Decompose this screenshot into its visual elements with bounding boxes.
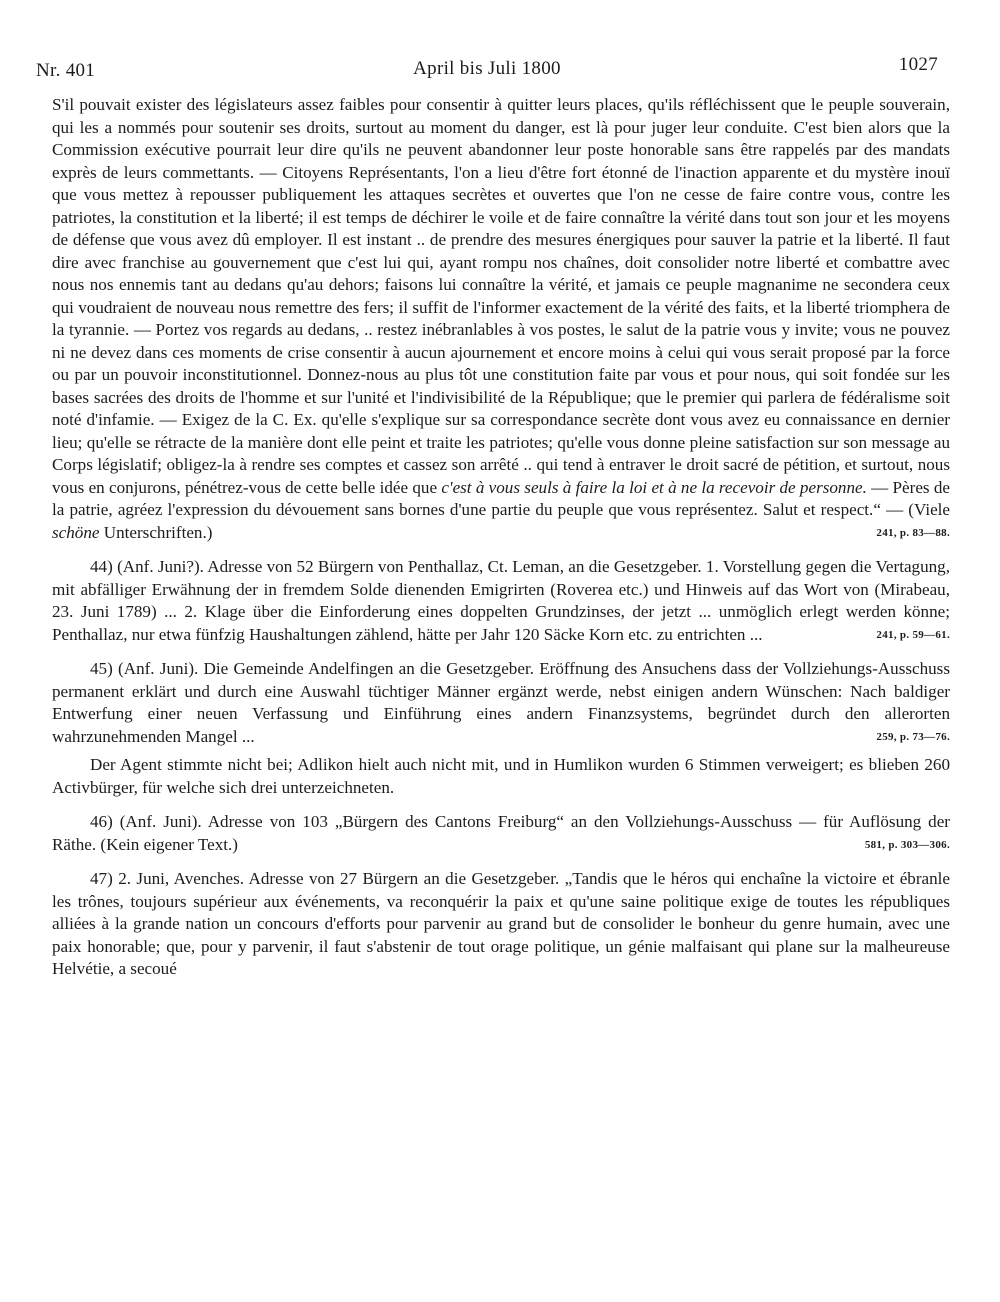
entry-47: 47) 2. Juni, Avenches. Adresse von 27 Bürgern an die Gesetzgeber. „Tandis que le héros qui enchaîne la victoire et ébranle les trônes, toujours supérieur aux événements, va reconquérir la paix et qu'une saine politique exige de toutes les républiques alliées à la grande nation un concours d'efforts pour parvenir au grand but de consolider le bonheur du genre humain, avec une paix honorable; que, pour y parvenir, il faut s'abstenir de tout orage politique, un génie malfaisant qui plane sur la malheureuse Helvétie, a secoué — [52, 869, 950, 978]
source-reference: 581, p. 303—306. — [864, 838, 950, 851]
page-body — [52, 94, 950, 981]
running-title: April bis Juli 1800 — [413, 58, 561, 79]
italic-word: schöne — [52, 522, 100, 542]
page-number: 1027 — [898, 54, 938, 75]
source-reference: 241, p. 83—88. — [876, 526, 950, 539]
entry-44: 44) (Anf. Juni?). Adresse von 52 Bürgern von Penthallaz, Ct. Leman, an die Gesetzgeber. 1. Vorstellung gegen die Vertagung, mit abfälliger Erwähnung der in fremdem Solde dienenden Emigrirten (Roverea etc.) und Hinweis auf das Wort von (Mirabeau, 23. Juni 1789) ... 2. Klage über die Einforderung eines doppelten Grundzinses, der jetzt ... unmöglich erlegt werden könne; Penthallaz, nur etwa fünfzig Haushaltungen zählend, hätte per Jahr 120 Säcke Korn etc. zu entrichten ... 241, p. 59—61. — [52, 556, 950, 646]
page-header — [36, 54, 938, 84]
source-reference: 259, p. 73—76. — [876, 730, 950, 743]
entry-45-note: Der Agent stimmte nicht bei; Adlikon hielt auch nicht mit, und in Humlikon wurden 6 Stimmen verweigert; es blieben 260 Activbürger, für welche sich drei unterzeichneten. — [52, 755, 950, 797]
italic-quote: c'est à vous seuls à faire la loi et à ne la recevoir de personne. — [441, 477, 867, 497]
paragraph-continuation: S'il pouvait exister des législateurs assez faibles pour consentir à quitter leurs places, qu'ils réfléchissent que le peuple souverain, qui les a nommés pour soutenir ses droits, surtout au moment du danger, est là pour juger leur conduite. C'est bien alors que la Commission exécutive pourrait leur dire qu'ils ne peuvent abandonner leur poste honorable sans être rappelés par des mandats exprès de leurs commettants. — Citoyens Représentants, l'on a lieu d'être fort étonné de l'inaction apparente et du mystère inouï que vous mettez à repousser publiquement les attaques secrètes et ouvertes que l'on ne cesse de faire contre vous, contre les patriotes, la constitution et la liberté; il est temps de déchirer le voile et de faire connaître la vérité dans tout son jour et les moyens de défense que vous avez dû employer. Il est instant .. de prendre des mesures énergiques pour sauver la patrie et la liberté. Il faut dire avec franchise au gouvernement que c'est lui qui, ayant rompu nos chaînes, doit consolider notre liberté et combattre avec nous nos ennemis tant au dedans qu'au dehors; faisons lui connaître la vérité, et jamais ce peuple magnanime ne secondera ceux qui voudraient de nouveau nous remettre des fers; il suffit de l'informer exactement de la vérité des faits, et la liberté triomphera de la tyrannie. — Portez vos regards au dedans, .. restez inébranlables à vos postes, le salut de la patrie vous y invite; vous ne pouvez ni ne devez dans ces moments de crise consentir à aucun ajournement et encore moins à celui qui vous serait proposé par la force ou par un pouvoir inconstitutionnel. Donnez-nous au plus tôt une constitution faite par vous et pour nous, qui soit fondée sur les bases sacrées des droits de l'homme et sur l'unité et l'indivisibilité de la République; que le premier qui parlera de fédéralisme soit noté d'infamie. — Exigez de la C. Ex. qu'elle s'explique sur sa correspondance secrète dont vous avez eu connaissance en dernier lieu; qu'elle se rétracte de la manière dont elle peint et traite les patriotes; qu'elle vous donne pleine satisfaction sur son message au Corps législatif; obligez-la à rendre ses comptes et cassez son arrêté .. qui tend à entraver le droit sacré de pétition, et surtout, nous vous en conjurons, pénétrez-vous de cette belle idée que c'est à vous seuls à faire la loi et à ne la recevoir de personne. — Pères de la patrie, agréez l'expression du dévouement sans bornes d'une partie du peuple que vous représentez. Salut et respect.“ — (Viele schöne Unterschriften.) 241, p. 83—88. — [52, 94, 950, 544]
entry-46: 46) (Anf. Juni). Adresse von 103 „Bürgern des Cantons Freiburg“ an den Vollziehungs-Ausschuss — für Auflösung der Räthe. (Kein eigener Text.) 581, p. 303—306. — [52, 811, 950, 856]
source-reference: 241, p. 59—61. — [876, 628, 950, 641]
document-number: Nr. 401 — [36, 60, 96, 81]
entry-45: 45) (Anf. Juni). Die Gemeinde Andelfingen an die Gesetzgeber. Eröffnung des Ansuchens dass der Vollziehungs-Ausschuss permanent erklärt und durch eine Auswahl tüchtiger Männer ergänzt werde, nebst einigen andern Wünschen: Nach baldiger Entwerfung einer neuen Verfassung und Einführung eines andern Finanzsystems, begründet durch den allerorten wahrzunehmenden Mangel ... 259, p. 73—76. — [52, 658, 950, 748]
